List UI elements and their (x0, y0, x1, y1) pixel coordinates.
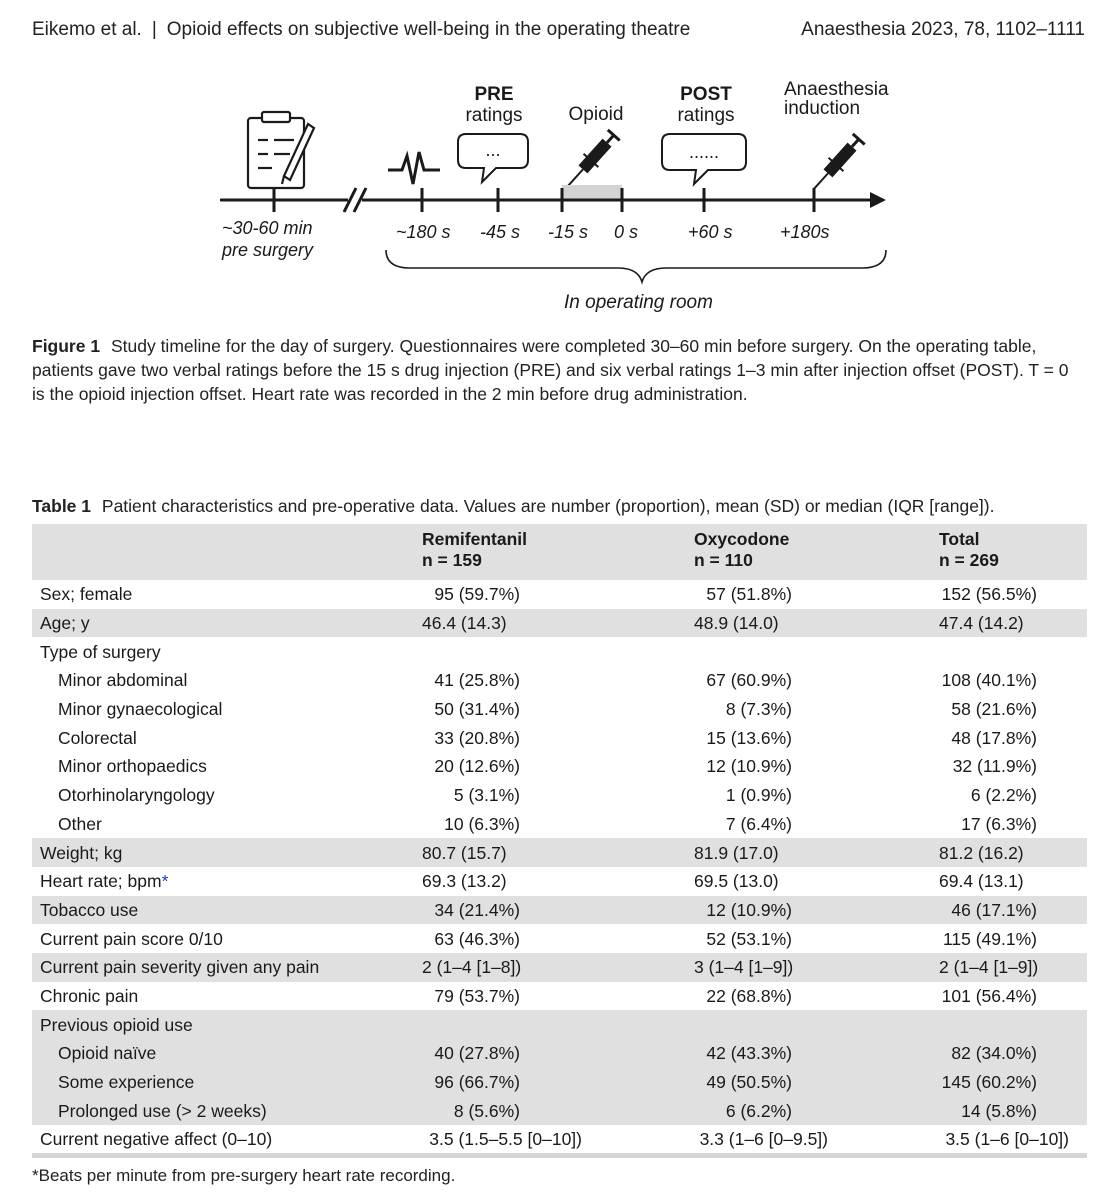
table-row (32, 867, 1087, 896)
clipboard-icon (248, 112, 314, 188)
patient-characteristics-table (32, 524, 1087, 1158)
value-remifentanil: 3.5 (1.5–5.5 [0–10]) (429, 1129, 582, 1150)
value-total: 2 (1–4 [1–9]) (939, 957, 1039, 978)
value-remifentanil: 5 (3.1%) (453, 785, 520, 806)
value-remifentanil: 79 (53.7%) (434, 985, 520, 1006)
value-remifentanil: 8 (5.6%) (453, 1100, 520, 1121)
row-label: Previous opioid use (40, 1014, 193, 1035)
header-remifentanil (422, 524, 694, 580)
cell-oxycodone (694, 781, 939, 810)
table-label: Table 1 (32, 496, 92, 516)
table-row (32, 953, 1087, 982)
value-total: 145 (60.2%) (941, 1072, 1037, 1093)
header-oxycodone (694, 524, 939, 580)
table-row (32, 1010, 1087, 1039)
row-label-text: Heart rate; bpm (40, 871, 162, 892)
cell-total (939, 810, 1087, 839)
value-oxycodone: 3 (1–4 [1–9]) (694, 957, 794, 978)
row-label: Minor gynaecological (58, 699, 223, 720)
cell-total (939, 924, 1087, 953)
value-total: 46 (17.1%) (951, 899, 1037, 920)
table-row (32, 982, 1087, 1011)
table-row (32, 609, 1087, 638)
table-row (32, 896, 1087, 925)
value-remifentanil: 33 (20.8%) (434, 727, 520, 748)
timeline-arrow-head (870, 192, 886, 208)
cell-remifentanil (422, 924, 694, 953)
cell-total: 69.4 (13.1) (939, 871, 1024, 892)
value-remifentanil: 95 (59.7%) (434, 584, 520, 605)
row-label: Weight; kg (40, 842, 123, 863)
post-heading-text: ratings (677, 105, 735, 126)
cell-total (939, 1068, 1087, 1097)
row-label: Colorectal (58, 727, 137, 748)
cell-total (939, 1039, 1087, 1068)
row-label: Age; y (40, 613, 90, 634)
header-remifentanil-name: Remifentanil (422, 529, 528, 549)
cell-total (939, 666, 1087, 695)
anaesthesia-heading-line1: Anaesthesia (784, 79, 889, 100)
header-left (32, 19, 690, 41)
cell-total: 81.2 (16.2) (939, 842, 1024, 863)
header-journal: Anaesthesia 2023, 78, 1102–1111 (801, 19, 1085, 40)
row-label (32, 867, 422, 896)
cell-oxycodone (694, 953, 939, 982)
cell-remifentanil (422, 580, 694, 609)
value-remifentanil: 34 (21.4%) (434, 899, 520, 920)
value-remifentanil: 20 (12.6%) (434, 756, 520, 777)
cell-oxycodone (694, 1096, 939, 1125)
cell-total (939, 781, 1087, 810)
header-article-title: Opioid effects on subjective well-being in the operating theatre (166, 19, 691, 40)
cell-oxycodone (694, 637, 939, 666)
opioid-syringe-icon (561, 129, 621, 193)
value-oxycodone: 67 (60.9%) (706, 670, 792, 691)
cell-oxycodone (694, 723, 939, 752)
label-pre-surgery-time: ~30-60 min (222, 218, 313, 238)
value-total: 48 (17.8%) (951, 727, 1037, 748)
anaesthesia-heading-line2: induction (784, 98, 861, 119)
row-label: Prolonged use (> 2 weeks) (58, 1100, 267, 1121)
label-zero: 0 s (614, 222, 639, 242)
cell-remifentanil (422, 1068, 694, 1097)
row-label: Sex; female (40, 584, 133, 605)
cell-remifentanil (422, 1010, 694, 1039)
value-total: 108 (40.1%) (941, 670, 1037, 691)
cell-oxycodone (694, 752, 939, 781)
value-oxycodone: 3.3 (1–6 [0–9.5]) (699, 1129, 828, 1150)
value-oxycodone: 22 (68.8%) (706, 985, 792, 1006)
anaesthesia-syringe-icon (806, 133, 866, 197)
injection-interval (562, 185, 622, 200)
value-total: 115 (49.1%) (942, 928, 1037, 949)
cell-total (939, 752, 1087, 781)
label-minus-180: ~180 s (396, 222, 451, 242)
cell-oxycodone (694, 1125, 939, 1156)
row-label: Opioid naïve (58, 1043, 157, 1064)
table-header-row (32, 524, 1087, 580)
heartbeat-icon (388, 152, 440, 184)
cell-total: 47.4 (14.2) (939, 613, 1024, 634)
cell-oxycodone (694, 896, 939, 925)
cell-remifentanil (422, 896, 694, 925)
operating-room-brace (386, 250, 886, 282)
value-remifentanil: 50 (31.4%) (434, 699, 520, 720)
header-total-name: Total (939, 529, 980, 549)
pre-heading-bold: PRE (474, 84, 514, 105)
header-oxycodone-name: Oxycodone (694, 529, 790, 549)
table-row (32, 637, 1087, 666)
value-remifentanil: 96 (66.7%) (434, 1072, 520, 1093)
opioid-heading: Opioid (568, 104, 624, 125)
table-row (32, 810, 1087, 839)
cell-oxycodone (694, 1068, 939, 1097)
figure-caption-text: Study timeline for the day of surgery. Questionnaires were completed 30–60 min before surgery. On the operating table, patients gave two verbal ratings before the 15 s drug injection (PRE) and six verbal ratings 1–3 min after injection offset (POST). T = 0 is the opioid injection offset. Heart rate was recorded in the 2 min before drug administration. (32, 336, 1069, 404)
cell-remifentanil: 69.3 (13.2) (422, 871, 507, 892)
cell-remifentanil (422, 695, 694, 724)
pre-bubble-dots: ... (485, 140, 501, 160)
table-row (32, 781, 1087, 810)
row-label: Some experience (58, 1072, 195, 1093)
header-total-n: n = 269 (939, 550, 999, 570)
value-oxycodone: 42 (43.3%) (706, 1043, 792, 1064)
cell-remifentanil (422, 982, 694, 1011)
cell-remifentanil: 46.4 (14.3) (422, 613, 507, 634)
value-remifentanil: 10 (6.3%) (444, 813, 520, 834)
pre-heading-text: ratings (465, 105, 523, 126)
cell-remifentanil (422, 666, 694, 695)
cell-oxycodone (694, 924, 939, 953)
cell-total (939, 1096, 1087, 1125)
label-operating-room: In operating room (564, 292, 713, 313)
header-separator: | (151, 19, 157, 40)
anaesthesia-heading (784, 80, 889, 118)
table-row (32, 1096, 1087, 1125)
cell-oxycodone (694, 1010, 939, 1039)
cell-total (939, 723, 1087, 752)
cell-remifentanil (422, 723, 694, 752)
value-remifentanil: 63 (46.3%) (434, 928, 520, 949)
cell-oxycodone (694, 1039, 939, 1068)
cell-oxycodone (694, 810, 939, 839)
row-label: Minor abdominal (58, 670, 188, 691)
cell-total (939, 580, 1087, 609)
cell-total (939, 982, 1087, 1011)
value-total: 6 (2.2%) (970, 785, 1037, 806)
figure-caption (32, 334, 1072, 406)
post-ratings-heading (666, 84, 746, 126)
cell-remifentanil (422, 810, 694, 839)
cell-remifentanil (422, 953, 694, 982)
value-total: 101 (56.4%) (941, 985, 1037, 1006)
value-oxycodone: 12 (10.9%) (706, 899, 792, 920)
cell-total (939, 896, 1087, 925)
table-row (32, 752, 1087, 781)
cell-oxycodone (694, 695, 939, 724)
value-total: 152 (56.5%) (941, 584, 1037, 605)
value-oxycodone: 52 (53.1%) (706, 928, 792, 949)
header-empty-cell (32, 524, 422, 580)
table-row (32, 838, 1087, 867)
timeline-figure (200, 60, 920, 330)
table-row (32, 1039, 1087, 1068)
value-total: 17 (6.3%) (961, 813, 1037, 834)
header-remifentanil-n: n = 159 (422, 550, 482, 570)
cell-oxycodone: 48.9 (14.0) (694, 613, 779, 634)
cell-total (939, 953, 1087, 982)
cell-oxycodone: 69.5 (13.0) (694, 871, 779, 892)
row-label: Current pain score 0/10 (40, 928, 223, 949)
value-total: 3.5 (1–6 [0–10]) (945, 1129, 1069, 1150)
table-row (32, 580, 1087, 609)
cell-oxycodone (694, 580, 939, 609)
value-oxycodone: 57 (51.8%) (706, 584, 792, 605)
value-oxycodone: 49 (50.5%) (706, 1072, 792, 1093)
cell-oxycodone (694, 666, 939, 695)
value-oxycodone: 12 (10.9%) (706, 756, 792, 777)
value-oxycodone: 7 (6.4%) (725, 813, 792, 834)
table-footnote: *Beats per minute from pre-surgery heart rate recording. (32, 1166, 456, 1185)
table-row (32, 924, 1087, 953)
cell-total (939, 695, 1087, 724)
header-total (939, 524, 1087, 580)
cell-remifentanil (422, 1125, 694, 1156)
row-label: Chronic pain (40, 985, 139, 1006)
label-minus-45: -45 s (480, 222, 521, 242)
pre-ratings-heading (458, 84, 530, 126)
cell-remifentanil (422, 1039, 694, 1068)
footnote-asterisk[interactable]: * (161, 871, 169, 892)
header-authors: Eikemo et al. (32, 19, 142, 40)
value-oxycodone: 1 (0.9%) (725, 785, 792, 806)
cell-total (939, 1125, 1087, 1156)
table-row (32, 666, 1087, 695)
label-plus-60: +60 s (688, 222, 733, 242)
table-title-text: Patient characteristics and pre-operative data. Values are number (proportion), mean (SD) or median (IQR [range]). (101, 496, 995, 516)
row-label: Current pain severity given any pain (40, 957, 320, 978)
cell-total (939, 637, 1087, 666)
value-remifentanil: 41 (25.8%) (434, 670, 520, 691)
figure-caption-label: Figure 1 (32, 336, 101, 356)
table-title (32, 494, 1092, 518)
row-label: Other (58, 813, 102, 834)
value-total: 82 (34.0%) (951, 1043, 1037, 1064)
cell-oxycodone (694, 982, 939, 1011)
value-oxycodone: 8 (7.3%) (725, 699, 792, 720)
value-total: 58 (21.6%) (951, 699, 1037, 720)
value-oxycodone: 6 (6.2%) (725, 1100, 792, 1121)
label-pre-surgery: pre surgery (222, 240, 314, 260)
value-total: 14 (5.8%) (961, 1100, 1037, 1121)
cell-total (939, 1010, 1087, 1039)
label-plus-180: +180s (780, 222, 830, 242)
post-heading-bold: POST (680, 84, 732, 105)
post-bubble-dots: ...... (688, 142, 720, 162)
table-row (32, 695, 1087, 724)
cell-remifentanil (422, 781, 694, 810)
row-label: Current negative affect (0–10) (40, 1129, 273, 1150)
row-label: Minor orthopaedics (58, 756, 207, 777)
label-minus-15: -15 s (548, 222, 589, 242)
row-label: Tobacco use (40, 899, 139, 920)
value-oxycodone: 15 (13.6%) (706, 727, 792, 748)
running-header (32, 16, 1085, 44)
cell-remifentanil (422, 1096, 694, 1125)
value-total: 32 (11.9%) (952, 756, 1037, 777)
value-remifentanil: 40 (27.8%) (434, 1043, 520, 1064)
header-oxycodone-n: n = 110 (694, 550, 753, 570)
row-label: Otorhinolaryngology (58, 785, 215, 806)
row-label: Type of surgery (40, 641, 161, 662)
cell-remifentanil (422, 637, 694, 666)
value-remifentanil: 2 (1–4 [1–8]) (422, 957, 522, 978)
table-row (32, 1125, 1087, 1156)
cell-oxycodone: 81.9 (17.0) (694, 842, 779, 863)
cell-remifentanil: 80.7 (15.7) (422, 842, 507, 863)
table-row (32, 1068, 1087, 1097)
table-row (32, 723, 1087, 752)
cell-remifentanil (422, 752, 694, 781)
